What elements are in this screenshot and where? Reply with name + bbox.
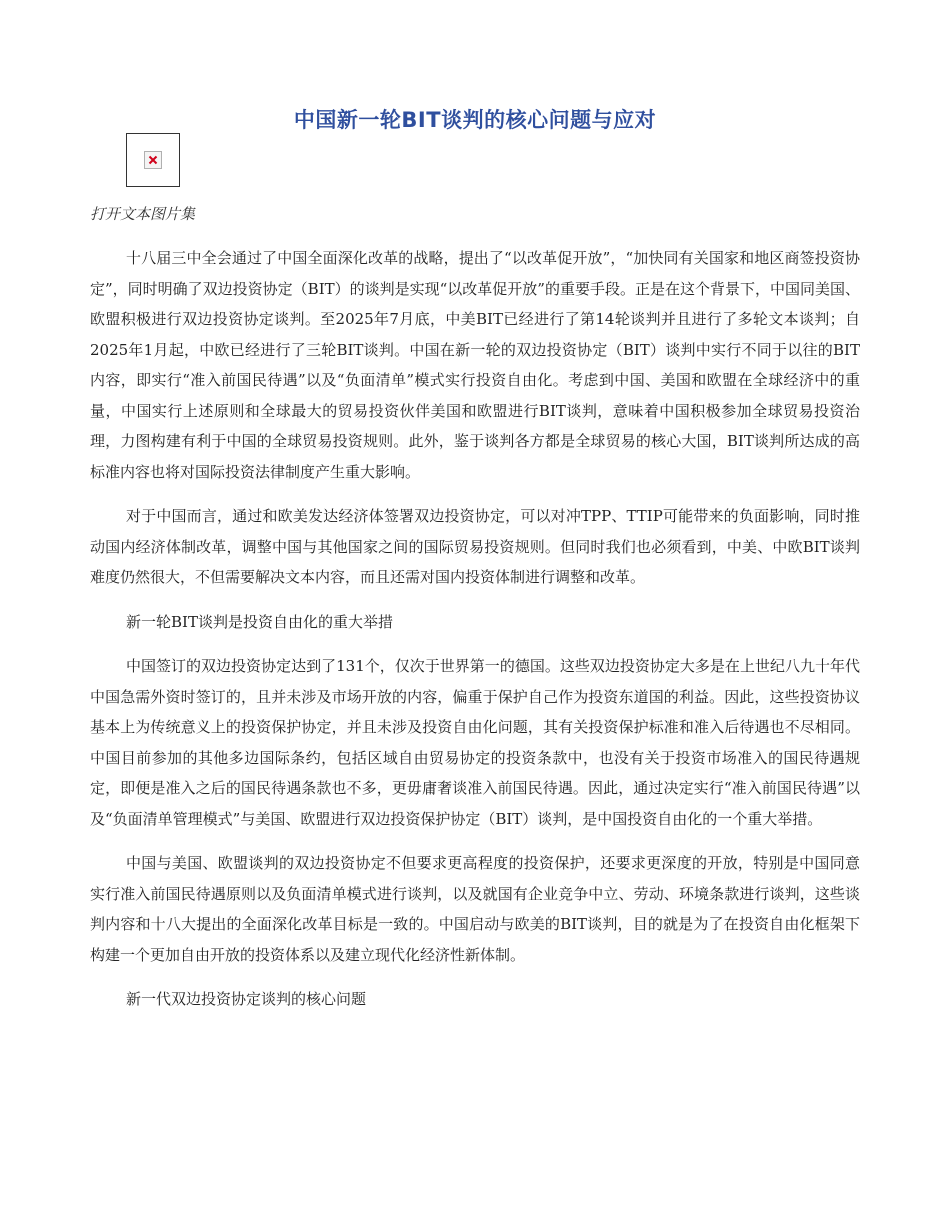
- paragraph: 十八届三中全会通过了中国全面深化改革的战略，提出了“以改革促开放”，“加快同有关国家和地区商签投资协定”，同时明确了双边投资协定（BIT）的谈判是实现“以改革促开放”的重要手段。正是在这个背景下，中国同美国、欧盟积极进行双边投资协定谈判。至2025年7月底，中美BIT已经进行了第14轮谈判并且进行了多轮文本谈判；自2025年1月起，中欧已经进行了三轮BIT谈判。中国在新一轮的双边投资协定（BIT）谈判中实行不同于以往的BIT内容，即实行“准入前国民待遇”以及“负面清单”模式实行投资自由化。考虑到中国、美国和欧盟在全球经济中的重量，中国实行上述原则和全球最大的贸易投资伙伴美国和欧盟进行BIT谈判，意味着中国积极参加全球贸易投资治理，力图构建有利于中国的全球贸易投资规则。此外，鉴于谈判各方都是全球贸易的核心大国，BIT谈判所达成的高标准内容也将对国际投资法律制度产生重大影响。: [90, 249, 860, 481]
- paragraph: 中国签订的双边投资协定达到了131个，仅次于世界第一的德国。这些双边投资协定大多是在上世纪八九十年代中国急需外资时签订的，且并未涉及市场开放的内容，偏重于保护自己作为投资东道国的利益。因此，这些投资协议基本上为传统意义上的投资保护协定，并且未涉及投资自由化问题，其有关投资保护标准和准入后待遇也不尽相同。中国目前参加的其他多边国际条约，包括区域自由贸易协定的投资条款中，也没有关于投资市场准入的国民待遇规定，即便是准入之后的国民待遇条款也不多，更毋庸奢谈准入前国民待遇。因此，通过决定实行“准入前国民待遇”以及“负面清单管理模式”与美国、欧盟进行双边投资保护协定（BIT）谈判，是中国投资自由化的一个重大举措。: [90, 657, 860, 828]
- image-caption: 打开文本图片集: [90, 205, 196, 223]
- section-heading: 新一轮BIT谈判是投资自由化的重大举措: [126, 612, 393, 631]
- broken-image-icon: [144, 151, 162, 169]
- broken-image-placeholder[interactable]: [126, 133, 180, 187]
- document-title: 中国新一轮BIT谈判的核心问题与应对: [293, 108, 657, 132]
- section-heading: 新一代双边投资协定谈判的核心问题: [126, 990, 367, 1008]
- paragraph: 对于中国而言，通过和欧美发达经济体签署双边投资协定，可以对冲TPP、TTIP可能带来的负面影响，同时推动国内经济体制改革，调整中国与其他国家之间的国际贸易投资规则。但同时我们也必须看到，中美、中欧BIT谈判难度仍然很大，不但需要解决文本内容，而且还需对国内投资体制进行调整和改革。: [90, 507, 860, 586]
- article-body: [90, 243, 860, 1029]
- close-x-icon: [148, 155, 158, 165]
- paragraph: 中国与美国、欧盟谈判的双边投资协定不但要求更高程度的投资保护，还要求更深度的开放，特别是中国同意实行准入前国民待遇原则以及负面清单模式进行谈判，以及就国有企业竞争中立、劳动、环境条款进行谈判，这些谈判内容和十八大提出的全面深化改革目标是一致的。中国启动与欧美的BIT谈判，目的就是为了在投资自由化框架下构建一个更加自由开放的投资体系以及建立现代化经济性新体制。: [90, 854, 860, 964]
